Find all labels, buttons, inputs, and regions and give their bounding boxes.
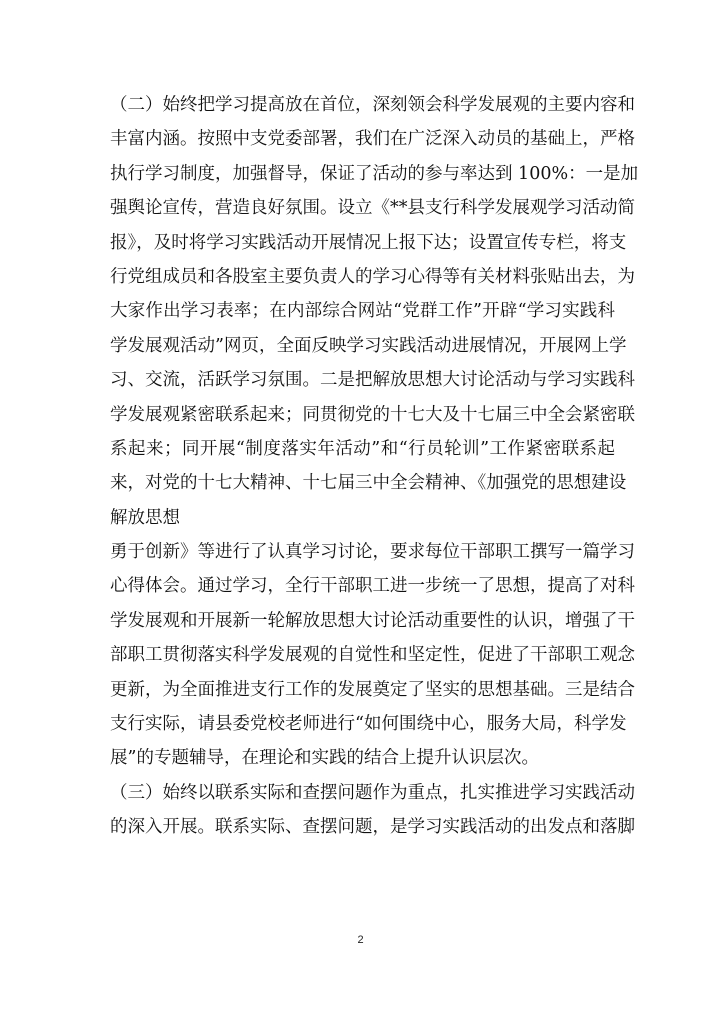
text-line: 支行实际，请县委党校老师进行“如何围绕中心，服务大局，科学发 [110, 714, 627, 735]
text-line: 丰富内涵。按照中支党委部署，我们在广泛深入动员的基础上，严格 [110, 129, 635, 150]
document-body [110, 88, 639, 845]
text-line: 强舆论宣传，营造良好氛围。设立《**县支行科学发展观学习活动简 [110, 198, 635, 219]
text-line: （三）始终以联系实际和查摆问题作为重点，扎实推进学习实践活动 [110, 782, 635, 803]
page-number: 2 [357, 934, 364, 946]
text-line: 心得体会。通过学习，全行干部职工进一步统一了思想，提高了对科 [110, 576, 635, 597]
text-line: 学发展观活动”网页，全面反映学习实践活动进展情况，开展网上学 [110, 335, 627, 356]
text-line: 学发展观和开展新一轮解放思想大讨论活动重要性的认识，增强了干 [110, 610, 635, 631]
text-line: 解放思想 [110, 507, 180, 528]
text-line: 学发展观紧密联系起来；同贯彻党的十七大及十七届三中全会紧密联 [110, 404, 635, 425]
text-line: 部职工贯彻落实科学发展观的自觉性和坚定性，促进了干部职工观念 [110, 645, 635, 666]
text-line: 的深入开展。联系实际、查摆问题，是学习实践活动的出发点和落脚 [110, 817, 635, 838]
text-line: 报》，及时将学习实践活动开展情况上报下达；设置宣传专栏，将支 [110, 232, 627, 253]
text-line: 大家作出学习表率；在内部综合网站“党群工作”开辟“学习实践科 [110, 301, 615, 322]
text-line: 行党组成员和各股室主要负责人的学习心得等有关材料张贴出去，为 [110, 266, 635, 287]
text-line: 执行学习制度，加强督导，保证了活动的参与率达到 100%：一是加 [110, 163, 639, 184]
text-line: 勇于创新》等进行了认真学习讨论，要求每位干部职工撰写一篇学习 [110, 542, 635, 563]
text-line: 来，对党的十七大精神、十七届三中全会精神、《加强党的思想建设 [110, 473, 627, 494]
text-line: 系起来；同开展“制度落实年活动”和“行员轮训”工作紧密联系起 [110, 438, 615, 459]
text-line: 更新，为全面推进支行工作的发展奠定了坚实的思想基础。三是结合 [110, 679, 635, 700]
text-line: 习、交流，活跃学习氛围。二是把解放思想大讨论活动与学习实践科 [110, 370, 635, 391]
text-line: （二）始终把学习提高放在首位，深刻领会科学发展观的主要内容和 [110, 95, 635, 115]
text-line: 展”的专题辅导，在理论和实践的结合上提升认识层次。 [110, 748, 539, 769]
